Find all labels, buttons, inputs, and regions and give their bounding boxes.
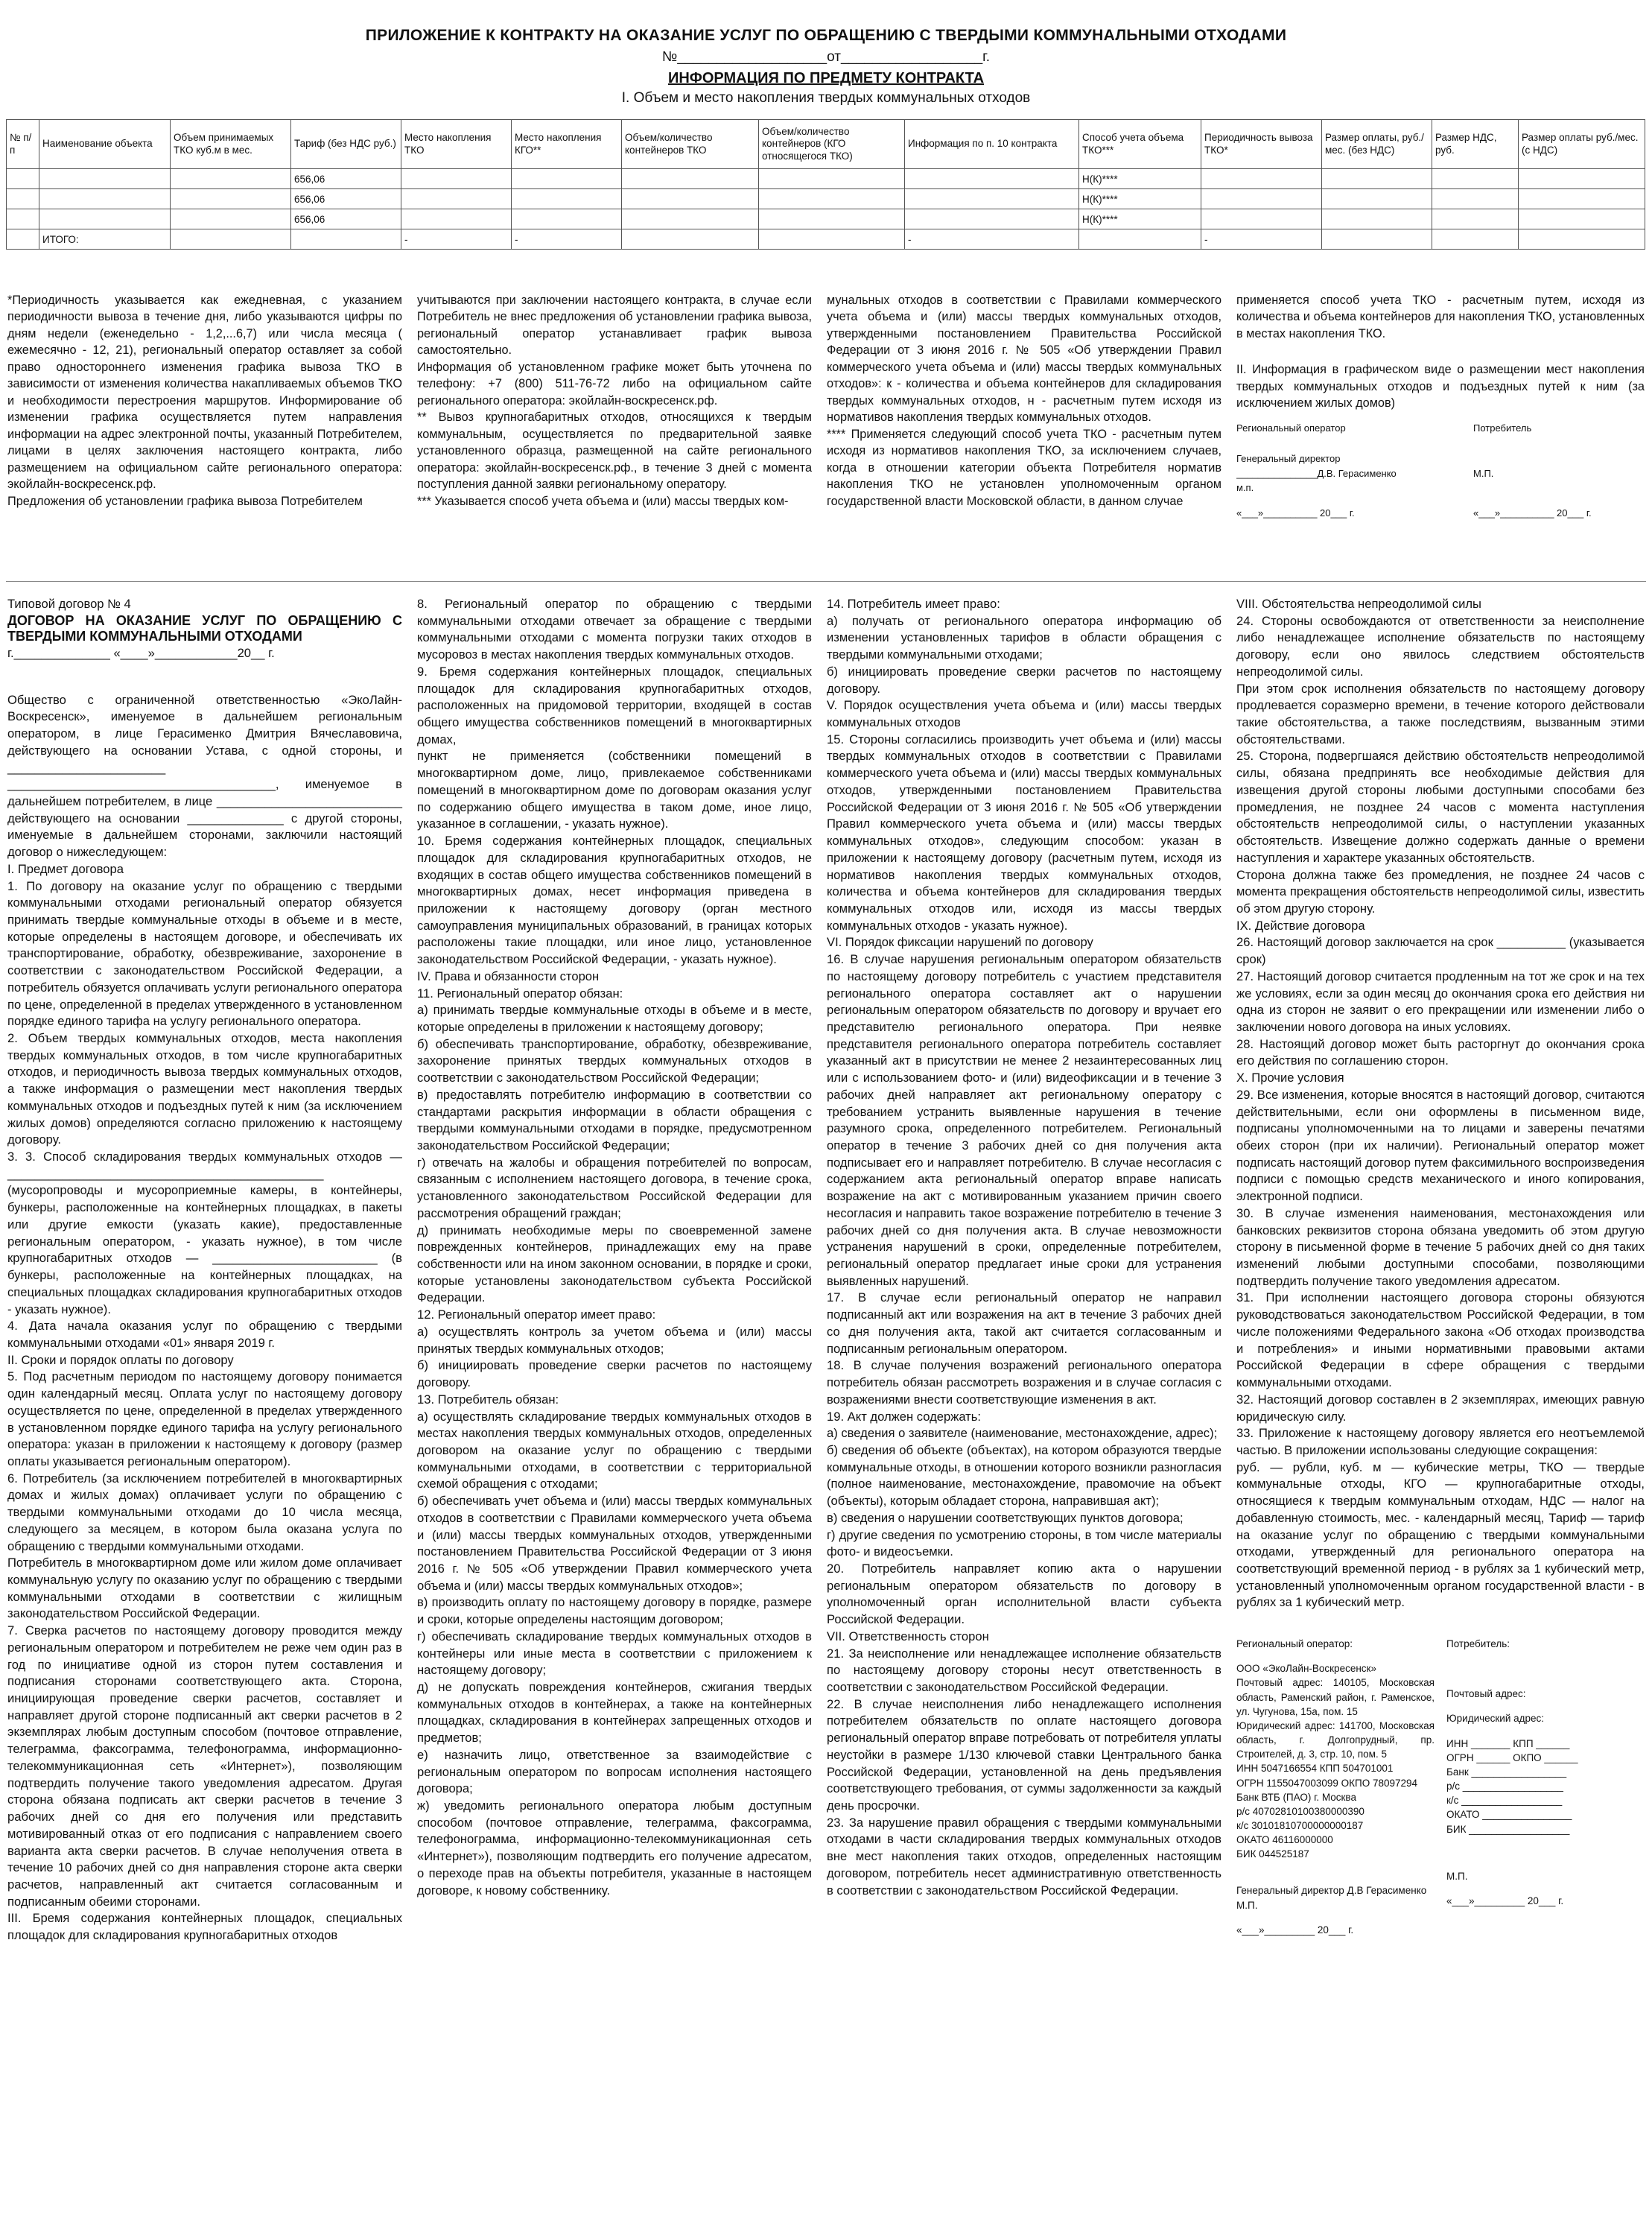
notes-column-1 xyxy=(7,292,402,575)
table-cell xyxy=(1519,189,1645,209)
contract-paragraph: пункт не применяется (собственники помещений в многоквартирном доме, лицо, привлекаемое собственниками помещений в многоквартирном доме по договорам оказания услуг по содержанию общего имущества в таком доме, иное лицо, указанное в соглашении, - указать нужное). xyxy=(417,749,812,831)
contract-paragraph: 16. В случае нарушения региональным оператором обязательств по настоящему договору потребитель с участием представителя регионального оператора составляет акт о нарушении региональным оператором обязательств по договору и вручает его представителю регионального оператора. При неявке представителя регионального оператора потребитель составляет указанный акт в присутствии не менее 2 незаинтересованных лиц или с использованием фото- и (или) видеофиксации и в течение 3 рабочих дней направляет акт региональному оператору с требованием устранить выявленные нарушения в течение разумного срока, определенного потребителем. Региональный оператор в течение 3 рабочих дней со дня получения акта подписывает его и направляет потребителю. В случае несогласия с содержанием акта региональный оператор вправе написать возражение на акт с мотивированным указанием причин своего несогласия и направить такое возражение потребителю в течение 3 рабочих дней со дня получения акта. В случае невозможности устранения нарушений в сроки, определенные потребителем, региональный оператор предлагает иные сроки для устранения выявленных нарушений. xyxy=(827,952,1221,1288)
table-cell xyxy=(622,189,759,209)
table-cell xyxy=(171,209,291,229)
contract-paragraph: VII. Ответственность сторон xyxy=(827,1629,989,1643)
contract-paragraph: _______________________________________, именуемое в дальнейшем потребителем, в лице ___________________________ действующего на основании ______________ с другой стороны, именуемые в дальнейшем сторонами, заключили настоящий договор о нижеследующем: xyxy=(7,777,402,860)
contract-paragraph: б) обеспечивать учет объема и (или) массы твердых коммунальных отходов в соответствии с Правилами коммерческого учета объема и (или) массы твердых коммунальных отходов, утвержденными постановлением Правительства Российской Федерации от 3 июня 2016 г. № 505 «Об утверждении Правил коммерческого учета объема и (или) массы твердых коммунальных отходов»; xyxy=(417,1494,812,1593)
table-cell xyxy=(1201,169,1322,189)
table-cell xyxy=(7,229,39,250)
contract-paragraph: III. Бремя содержания контейнерных площадок, специальных площадок для складирования крупногабаритных отходов xyxy=(7,1911,402,1943)
contract-paragraph: 32. Настоящий договор составлен в 2 экземплярах, имеющих равную юридическую силу. xyxy=(1236,1392,1645,1424)
contract-paragraph: 3. 3. Способ складирования твердых коммунальных отходов — ______________________________________________ xyxy=(7,1150,402,1181)
contract-paragraph: 18. В случае получения возражений регионального оператора потребитель обязан рассмотреть возражения и в случае согласия с возражениями внести соответствующие изменения в акт. xyxy=(827,1358,1221,1407)
consumer-legal: Юридический адрес: xyxy=(1446,1713,1545,1725)
section-1-title: I. Объем и место накопления твердых коммунальных отходов xyxy=(621,90,1031,106)
table-cell xyxy=(622,229,759,250)
contract-paragraph: руб. — рубли, куб. м — кубические метры, ТКО — твердые коммунальные отходы, КГО — крупногабаритные отходы, относящиеся к твердым коммунальным отходам, НДС — налог на добавленную стоимость, мес. - календарный месяц, Тариф — тариф на оказание услуг по обращению с твердыми коммунальными отходами, утвержденный для регионального оператора на соответствующий временной период - в рублях за 1 кубический метр, установленный уполномоченным органом государственной власти - в рублях за 1 кубический метр. xyxy=(1236,1459,1645,1610)
table-header-cell: Размер оплаты руб./мес. (с НДС) xyxy=(1519,120,1645,169)
contract-paragraph: 13. Потребитель обязан: xyxy=(417,1392,559,1407)
note-schedule-consider: учитываются при заключении настоящего контракта, в случае если Потребитель не внес предложения об установлении графика вывоза, региональный оператор устанавливает график вывоза самостоятельно. xyxy=(417,294,812,358)
contract-column-3 xyxy=(827,596,1221,1899)
contract-paragraph: IX. Действие договора xyxy=(1236,918,1365,933)
contract-paragraph: 26. Настоящий договор заключается на срок __________ (указывается срок) xyxy=(1236,935,1645,967)
contract-paragraph: 30. В случае изменения наименования, местонахождения или банковских реквизитов сторона обязана уведомить об этом другую сторону в письменной форме в течение 5 рабочих дней со дня таких изменений любыми доступными способами, позволяющими подтвердить получение такого уведомления адресатом. xyxy=(1236,1205,1645,1288)
table-row xyxy=(7,169,1645,189)
contract-paragraph: в) предоставлять потребителю информацию в соответствии со стандартами раскрытия информации в области обращения с твердыми коммунальными отходами в порядке, предусмотренном законодательством Российской Федерации; xyxy=(417,1087,812,1153)
table-cell xyxy=(759,189,905,209)
annex-title: ПРИЛОЖЕНИЕ К КОНТРАКТУ НА ОКАЗАНИЕ УСЛУГ ПО ОБРАЩЕНИЮ С ТВЕРДЫМИ КОММУНАЛЬНЫМИ ОТХОДАМИ xyxy=(365,27,1287,44)
contract-paragraph: II. Сроки и порядок оплаты по договору xyxy=(7,1352,234,1367)
contract-paragraph: 11. Региональный оператор обязан: xyxy=(417,986,623,1001)
note-accounting-method: *** Указывается способ учета объема и (или) массы твердых ком- xyxy=(417,494,789,508)
table-cell xyxy=(622,209,759,229)
contract-paragraph: в) производить оплату по настоящему договору в порядке, размере и сроки, которые определены настоящим договором; xyxy=(417,1595,812,1627)
table-row xyxy=(7,189,1645,209)
contract-paragraph: 10. Бремя содержания контейнерных площадок, специальных площадок для складирования крупногабаритных отходов, не входящих в состав общего имущества собственников помещений в многоквартирных домах, несет информация приведена в приложении к настоящему договору (орган местного самоуправления муниципальных образований, в границах которых расположены такие площадки, или иное лицо, установленное законодательством Российской Федерации, - указать нужное). xyxy=(417,834,812,967)
table-row xyxy=(7,229,1645,250)
contract-paragraph: 7. Сверка расчетов по настоящему договору проводится между региональным оператором и потребителем не реже чем один раз в год по инициативе одной из сторон путем составления и подписания сторонами соответствующего акта. Сторона, инициирующая проведение сверки расчетов, составляет и направляет другой стороне подписанный акт сверки расчетов в 2 экземплярах любым доступным способом (почтовое отправление, телеграмма, факсограмма, телефонограмма, информационно-телекоммуникационная сеть «Интернет»), позволяющим подтвердить получение такого уведомления адресатом. Другая сторона обязана подписать акт сверки расчетов в течение 3 рабочих дней со дня его получения или представить мотивированный отказ от его подписания с направлением своего варианта акта сверки расчетов. В случае неполучения ответа в течение 10 рабочих дней со дня направления стороне акта сверки расчетов, направленный акт считается согласованным и подписанным обеими сторонами. xyxy=(7,1623,402,1909)
sig-operator-date: «___»__________ 20___ г. xyxy=(1236,507,1355,519)
contract-date-line: г.______________ «____»____________20__ г. xyxy=(7,645,275,660)
contract-paragraph: а) получать от регионального оператора информацию об изменении установленных тарифов в области обращения с твердыми коммунальными отходами; xyxy=(827,613,1221,662)
consumer-date: «___»_________ 20___ г. xyxy=(1446,1895,1564,1906)
table-cell: - xyxy=(1201,229,1322,250)
table-cell xyxy=(7,169,39,189)
table-header-cell: Наименование объекта xyxy=(39,120,171,169)
operator-bik: БИК 044525187 xyxy=(1236,1848,1309,1860)
table-cell xyxy=(1432,189,1519,209)
table-cell xyxy=(171,169,291,189)
operator-ks: к/с 30101810700000000187 xyxy=(1236,1820,1364,1831)
table-cell xyxy=(905,209,1079,229)
table-cell xyxy=(759,169,905,189)
contract-paragraph: 20. Потребитель направляет копию акта о нарушении региональным оператором обязательств по договору в уполномоченный орган исполнительной власти субъекта Российской Федерации. xyxy=(827,1561,1221,1627)
contract-paragraph: г) обеспечивать складирование твердых коммунальных отходов в контейнеры или иные места в соответствии с приложением к настоящему договору; xyxy=(417,1629,812,1678)
operator-legal: Юридический адрес: 141700, Московская область, г. Долгопрудный, пр. Строителей, д. 3, стр. 10, пом. 5 xyxy=(1236,1719,1435,1760)
operator-label: Региональный оператор: xyxy=(1236,1638,1353,1650)
contract-paragraph: 24. Стороны освобождаются от ответственности за неисполнение либо ненадлежащее исполнение обязательств по настоящему договору, если оно явилось следствием обстоятельств непреодолимой силы. xyxy=(1236,613,1645,679)
table-cell xyxy=(7,209,39,229)
table-cell xyxy=(759,209,905,229)
table-cell xyxy=(39,209,171,229)
table-cell: Н(К)**** xyxy=(1079,189,1201,209)
note-rules: мунальных отходов в соответствии с Правилами коммерческого учета объема и (или) массы твердых коммунальных отходов, утвержденными постановлением Правительства Российской Федерации от 3 июня 2016 г. № 505 «Об утверждении Правил коммерческого учета объема и (или) массы твердых коммунальных отходов»: к - количества и объема контейнеров для складирования твердых коммунальных отходов, н - расчетным путем исходя из нормативов накопления твердых коммунальных отходов. xyxy=(827,294,1221,425)
table-cell xyxy=(1519,229,1645,250)
contract-paragraph: 15. Стороны согласились производить учет объема и (или) массы твердых коммунальных отходов в соответствии с Правилами коммерческого учета объема и (или) массы твердых коммунальных отходов, утвержденными постановлением Правительства Российской Федерации от 3 июня 2016 г. № 505 «Об утверждении Правил коммерческого учета объема и (или) массы твердых коммунальных отходов», следующим способом: указан в приложении к настоящему договору (расчетным путем, исходя из нормативов накопления твердых коммунальных отходов, количества и объема контейнеров для складирования твердых коммунальных отходов или, исходя из массы твердых коммунальных отходов - указать нужное). xyxy=(827,732,1221,933)
consumer-inn: ИНН _______ КПП ______ xyxy=(1446,1737,1570,1749)
operator-director: Генеральный директор Д.В Герасименко xyxy=(1236,1885,1427,1897)
contract-paragraph: 29. Все изменения, которые вносятся в настоящий договор, считаются действительными, если они оформлены в письменном виде, подписаны уполномоченными на то лицами и заверены печатями обеих сторон (при их наличии). Региональный оператор может подписать настоящий договор путем факсимильного воспроизведения подписи с помощью средств механического и иного копирования, электронной подписи. xyxy=(1236,1087,1645,1204)
contract-paragraph: 21. За неисполнение или ненадлежащее исполнение обязательств по настоящему договору стороны несут ответственность в соответствии с законодательством Российской Федерации. xyxy=(827,1646,1221,1694)
contract-paragraph: а) сведения о заявителе (наименование, местонахождение, адрес); xyxy=(827,1426,1218,1441)
sig-consumer-mp: М.П. xyxy=(1473,467,1494,479)
table-header-cell: Способ учета объема ТКО*** xyxy=(1079,120,1201,169)
note-schedule-proposals: Предложения об установлении графика вывоза Потребителем xyxy=(7,494,363,508)
table-cell xyxy=(401,209,512,229)
annex-signatures xyxy=(1236,421,1645,521)
note-method-containers: применяется способ учета ТКО - расчетным путем, исходя из количества и объема контейнеров для накопления ТКО, установленных в местах накопления ТКО. xyxy=(1236,294,1645,340)
note-kgo: ** Вывоз крупногабаритных отходов, относящихся к твердым коммунальным, осуществляется по предварительной заявке установленного образца, размещенной на сайте регионального оператора: экойлайн-воскресенск.рф., в течение 3 дней с момента поступления данной заявки региональному оператору. xyxy=(417,410,812,492)
contract-paragraph: 5. Под расчетным периодом по настоящему договору понимается один календарный месяц. Оплата услуг по настоящему договору осуществляется по цене, определенной в пределах утвержденного в установленном порядке единого тарифа на услугу регионального оператора: указан в приложении к настоящему к договору (размер оплаты указывается региональным оператором). xyxy=(7,1369,402,1468)
contract-paragraph: 25. Сторона, подвергшаяся действию обстоятельств непреодолимой силы, обязана предпринять все необходимые действия для извещения другой стороны любыми доступными способами без промедления, не позднее 24 часов с момента наступления обстоятельств непреодолимой силы, о наступлении указанных обстоятельств. Извещение должно содержать данные о времени наступления и характере указанных обстоятельств. xyxy=(1236,749,1645,865)
table-cell xyxy=(759,229,905,250)
table-cell xyxy=(1322,169,1432,189)
contract-paragraph: V. Порядок осуществления учета объема и (или) массы твердых коммунальных отходов xyxy=(827,698,1221,730)
sig-director-name: _______________Д.В. Герасименко xyxy=(1236,467,1397,479)
requisites-block xyxy=(1236,1637,1645,1937)
contract-paragraph: 33. Приложение к настоящему договору является его неотъемлемой частью. В приложении использованы следующие сокращения: xyxy=(1236,1426,1645,1457)
table-header-cell: Информация по п. 10 контракта xyxy=(905,120,1079,169)
contract-paragraph: г) другие сведения по усмотрению стороны, в том числе материалы фото- и видеосъемки. xyxy=(827,1527,1221,1559)
contract-column-2 xyxy=(417,596,812,1899)
table-cell xyxy=(1432,169,1519,189)
contract-paragraph: 14. Потребитель имеет право: xyxy=(827,597,1000,611)
table-cell: - xyxy=(401,229,512,250)
contract-paragraph: а) принимать твердые коммунальные отходы в объеме и в месте, которые определены в приложении к настоящему договору; xyxy=(417,1003,812,1034)
table-cell xyxy=(291,229,401,250)
contract-paragraph: 12. Региональный оператор имеет право: xyxy=(417,1307,656,1322)
contract-paragraph: 2. Объем твердых коммунальных отходов, места накопления твердых коммунальных отходов, в том числе крупногабаритных отходов, и периодичность вывоза твердых коммунальных отходов, а также информация о размещении мест накопления твердых коммунальных отходов и подъездных путей к ним (за исключением жилых домов) определяются согласно приложению к настоящему договору. xyxy=(7,1031,402,1147)
contract-paragraph: б) сведения об объекте (объектах), на котором образуются твердые коммунальные отходы, в отношении которого возникли разногласия (полное наименование, местонахождение, правомочие на объект (объекты), которым обладает сторона, направившая акт); xyxy=(827,1442,1221,1509)
table-cell xyxy=(1322,209,1432,229)
contract-paragraph: б) обеспечивать транспортирование, обработку, обезвреживание, захоронение принятых твердых коммунальных отходов в соответствии с законодательством Российской Федерации; xyxy=(417,1036,812,1085)
table-cell xyxy=(622,169,759,189)
table-cell xyxy=(1519,209,1645,229)
table-cell xyxy=(512,209,622,229)
contract-paragraph: д) не допускать повреждения контейнеров, сжигания твердых коммунальных отходов в контейнерах, а также на контейнерных площадках, складирования в контейнерах запрещенных отходов и предметов; xyxy=(417,1680,812,1746)
notes-column-4 xyxy=(1236,292,1645,575)
section-divider xyxy=(6,581,1646,582)
consumer-okato: ОКАТО ________________ xyxy=(1446,1809,1572,1821)
table-cell xyxy=(1432,229,1519,250)
operator-okato: ОКАТО 46116000000 xyxy=(1236,1834,1333,1846)
info-title: ИНФОРМАЦИЯ ПО ПРЕДМЕТУ КОНТРАКТА xyxy=(667,70,985,86)
notes-column-2 xyxy=(417,292,812,575)
contract-paragraph: I. Предмет договора xyxy=(7,861,124,876)
contract-paragraph: IV. Права и обязанности сторон xyxy=(417,968,600,983)
contract-paragraph: б) инициировать проведение сверки расчетов по настоящему договору. xyxy=(827,664,1221,696)
consumer-ks: к/с __________________ xyxy=(1446,1795,1563,1807)
contract-paragraph: 22. В случае неисполнения либо ненадлежащего исполнения потребителем обязательств по оплате настоящего договора региональный оператор вправе потребовать от потребителя уплаты неустойки в размере 1/130 ключевой ставки Центрального банка Российской Федерации, установленной на день предъявления соответствующего требования, от суммы задолженности за каждый день просрочки. xyxy=(827,1696,1221,1813)
table-header-cell: Тариф (без НДС руб.) xyxy=(291,120,401,169)
table-cell xyxy=(905,169,1079,189)
table-header-cell: Периодичность вывоза ТКО* xyxy=(1201,120,1322,169)
operator-requisites xyxy=(1236,1637,1435,1937)
contract-paragraph: д) принимать необходимые меры по своевременной замене поврежденных контейнеров, принадлежащих ему на праве собственности или на ином законном основании, в порядке и сроки, которые установлены законодательством субъекта Российской Федерации. xyxy=(417,1223,812,1305)
contract-paragraph: 8. Региональный оператор по обращению с твердыми коммунальными отходами отвечает за обращение с твердыми коммунальными отходами с момента погрузки таких отходов в мусоровоз в местах накопления твердых коммунальных отходов. xyxy=(417,597,812,662)
table-header-cell: Место накопления ТКО xyxy=(401,120,512,169)
contract-paragraph: ж) уведомить регионального оператора любым доступным способом (почтовое отправление, телеграмма, факсограмма, телефонограмма, информационно-телекоммуникационная сеть «Интернет»), позволяющим подтвердить его получение адресатом, о переходе прав на объекты потребителя, указанные в настоящем договоре, к новому собственнику. xyxy=(417,1798,812,1898)
contract-paragraph: а) осуществлять контроль за учетом объема и (или) массы принятых твердых коммунальных отходов; xyxy=(417,1324,812,1356)
contract-paragraph: е) назначить лицо, ответственное за взаимодействие с региональным оператором по вопросам исполнения настоящего договора; xyxy=(417,1747,812,1796)
contract-paragraph: X. Прочие условия xyxy=(1236,1071,1344,1085)
contract-paragraph: (мусоропроводы и мусороприемные камеры, в контейнеры, бункеры, расположенные на контейнерных площадках, в пакеты или другие емкости (указать какие), предоставленные региональным оператором, - указать нужное), в том числе крупногабаритных отходов — ________________________ (в бункеры, расположенные на контейнерных площадках, на специальных площадках складирования крупногабаритных отходов - указать нужное). xyxy=(7,1183,402,1316)
section-2-title: II. Информация в графическом виде о размещении мест накопления твердых коммунальных отходов и подъездных путей к ним (за исключением жилых домов) xyxy=(1236,363,1645,410)
operator-ogrn: ОГРН 1155047003099 ОКПО 78097294 xyxy=(1236,1777,1418,1789)
table-header-cell: Объем/количество контейнеров (КГО относящегося ТКО) xyxy=(759,120,905,169)
table-cell: - xyxy=(905,229,1079,250)
table-cell xyxy=(39,189,171,209)
contract-paragraph: 19. Акт должен содержать: xyxy=(827,1409,982,1424)
table-cell xyxy=(512,169,622,189)
annex-number-line: №___________________от__________________г. xyxy=(661,49,991,65)
table-row xyxy=(7,209,1645,229)
note-phone: Информация об установленном графике может быть уточнена по телефону: +7 (800) 511-76-72 либо на официальном сайте регионального оператора: экойлайн-воскресенск.рф. xyxy=(417,360,812,408)
contract-title: ДОГОВОР НА ОКАЗАНИЕ УСЛУГ ПО ОБРАЩЕНИЮ С ТВЕРДЫМИ КОММУНАЛЬНЫМИ ОТХОДАМИ xyxy=(7,612,402,644)
contract-paragraph: 23. За нарушение правил обращения с твердыми коммунальными отходами в части складирования твердых коммунальных отходов вне мест накопления таких отходов, определенных настоящим договором, потребитель несет административную ответственность в соответствии с законодательством Российской Федерации. xyxy=(827,1815,1221,1898)
table-cell: ИТОГО: xyxy=(39,229,171,250)
table-header-cell: Объем принимаемых ТКО куб.м в мес. xyxy=(171,120,291,169)
contract-paragraph: 17. В случае если региональный оператор не направил подписанный акт или возражения на акт в течение 3 рабочих дней со дня получения акта, такой акт считается согласованным и подписанным региональным оператором. xyxy=(827,1290,1221,1356)
contract-paragraph: в) сведения о нарушении соответствующих пунктов договора; xyxy=(827,1510,1184,1525)
sig-operator-mp: м.п. xyxy=(1236,482,1254,494)
table-header-cell: Размер НДС, руб. xyxy=(1432,120,1519,169)
operator-bank: Банк ВТБ (ПАО) г. Москва xyxy=(1236,1791,1356,1803)
sig-director-title: Генеральный директор xyxy=(1236,453,1341,465)
contract-column-4 xyxy=(1236,596,1645,1937)
objects-table xyxy=(6,119,1645,250)
table-cell xyxy=(401,189,512,209)
table-cell xyxy=(1519,169,1645,189)
contract-column-1 xyxy=(7,596,402,1944)
consumer-label: Потребитель: xyxy=(1446,1638,1510,1650)
contract-paragraph: 28. Настоящий договор может быть расторгнут до окончания срока его действия по соглашению сторон. xyxy=(1236,1036,1645,1068)
table-cell xyxy=(171,189,291,209)
contract-paragraph: VIII. Обстоятельства непреодолимой силы xyxy=(1236,597,1481,611)
contract-paragraph: Сторона должна также без промедления, не позднее 24 часов с момента прекращения обстоятельств непреодолимой силы, известить об этом другую сторону. xyxy=(1236,867,1645,916)
table-cell xyxy=(1201,189,1322,209)
table-cell xyxy=(512,189,622,209)
operator-mp: М.П. xyxy=(1236,1899,1258,1911)
table-cell xyxy=(905,189,1079,209)
contract-paragraph: 4. Дата начала оказания услуг по обращению с твердыми коммунальными отходами «01» января 2019 г. xyxy=(7,1319,402,1350)
consumer-requisites xyxy=(1446,1637,1645,1937)
consumer-ogrn: ОГРН ______ ОКПО ______ xyxy=(1446,1751,1578,1763)
operator-company: ООО «ЭкоЛайн-Воскресенск» xyxy=(1236,1663,1376,1675)
operator-inn: ИНН 5047166554 КПП 504701001 xyxy=(1236,1763,1394,1775)
notes-column-3 xyxy=(827,292,1221,575)
table-cell xyxy=(1201,209,1322,229)
note-periodicity: *Периодичность указывается как ежедневная, с указанием периодичности вывоза в течение дня, либо указываются цифры по дням недели (еженедельно - 1,2,...6,7) или числа месяца ( ежемесячно - 12, 21), региональный оператор оставляет за собой право одностороннего изменения графика вывоза ТКО в зависимости от изменения количества накапливаемых объемов ТКО и необходимости перестроения маршрутов. Информирование об изменении графика осуществляется путем направления информации на адрес электронной почты, указанный Потребителем, лицами в целях заключения настоящего контракта, либо размещением на официальном сайте регионального оператора: экойлайн-воскресенск.рф. xyxy=(7,294,402,492)
table-header-cell: Размер оплаты, руб./мес. (без НДС) xyxy=(1322,120,1432,169)
contract-paragraph: г) отвечать на жалобы и обращения потребителей по вопросам, связанным с исполнением настоящего договора, в течение срока, установленного законодательством Российской Федерации для рассмотрения обращений граждан; xyxy=(417,1155,812,1220)
consumer-bik: БИК __________________ xyxy=(1446,1823,1570,1835)
note-method-applied: **** Применяется следующий способ учета ТКО - расчетным путем исходя из нормативов накопления ТКО, за исключением случаев, когда в отношении категории объекта Потребителя норматив накопления ТКО не установлен уполномоченным органом государственной власти Московской области, в данном случае xyxy=(827,427,1221,508)
contract-paragraph: 6. Потребитель (за исключением потребителей в многоквартирных домах и жилых домах) оплачивает услуги по обращению с твердыми коммунальными отходами до 10 числа месяца, следующего за месяцем, в котором была оказана услуга по обращению с твердыми коммунальными отходами. xyxy=(7,1471,402,1553)
table-cell: Н(К)**** xyxy=(1079,169,1201,189)
contract-paragraph: VI. Порядок фиксации нарушений по договору xyxy=(827,935,1093,950)
consumer-mp: М.П. xyxy=(1446,1870,1468,1882)
table-header-cell: № п/п xyxy=(7,120,39,169)
contract-paragraph: 31. При исполнении настоящего договора стороны обязуются руководствоваться законодательством Российской Федерации, в том числе положениями Федерального закона «Об отходах производства и потребления» и иными нормативными правовыми актами Российской Федерации в сфере обращения с твердыми коммунальными отходами. xyxy=(1236,1290,1645,1390)
operator-postal: Почтовый адрес: 140105, Московская область, Раменский район, г. Раменское, ул. Чугунова, 15а, пом. 15 xyxy=(1236,1677,1435,1717)
contract-paragraph: Общество с ограниченной ответственностью «ЭкоЛайн-Воскресенск», именуемое в дальнейшем региональным оператором, в лице Герасименко Дмитрия Вячеславовича, действующего на основании Устава, с одной стороны, и _______________________ xyxy=(7,692,402,775)
table-cell xyxy=(1322,189,1432,209)
table-cell: Н(К)**** xyxy=(1079,209,1201,229)
table-header-cell: Объем/количество контейнеров ТКО xyxy=(622,120,759,169)
consumer-postal: Почтовый адрес: xyxy=(1446,1688,1526,1700)
table-cell xyxy=(171,229,291,250)
contract-paragraph: а) осуществлять складирование твердых коммунальных отходов в местах накопления твердых коммунальных отходов, определенных договором на оказание услуг по обращению с твердыми коммунальными отходами, в соответствии с территориальной схемой обращения с отходами; xyxy=(417,1409,812,1491)
annex-header xyxy=(0,27,1652,107)
table-cell: 656,06 xyxy=(291,169,401,189)
table-cell: 656,06 xyxy=(291,209,401,229)
consumer-bank: Банк _________________ xyxy=(1446,1766,1567,1778)
sig-consumer-label: Потребитель xyxy=(1473,422,1532,434)
contract-paragraph: При этом срок исполнения обязательств по настоящему договору продлевается соразмерно времени, в течение которого действовали такие обстоятельства, а также последствиям, вызванным этими обстоятельствами. xyxy=(1236,681,1645,746)
table-cell xyxy=(1432,209,1519,229)
table-cell: - xyxy=(512,229,622,250)
table-cell xyxy=(7,189,39,209)
table-cell: 656,06 xyxy=(291,189,401,209)
consumer-rs: р/с __________________ xyxy=(1446,1781,1563,1792)
contract-paragraph: Потребитель в многоквартирном доме или жилом доме оплачивает коммунальную услугу по оказанию услуг по обращению с твердыми коммунальными отходами в соответствии с жилищным законодательством Российской Федерации. xyxy=(7,1556,402,1621)
table-cell xyxy=(401,169,512,189)
operator-date: «___»_________ 20___ г. xyxy=(1236,1924,1354,1936)
table-cell xyxy=(1322,229,1432,250)
table-header-cell: Место накопления КГО** xyxy=(512,120,622,169)
contract-paragraph: 1. По договору на оказание услуг по обращению с твердыми коммунальными отходами региональный оператор обязуется принимать твердые коммунальные отходы в объеме и в месте, которые определены в настоящем договоре, и обеспечивать их транспортирование, обработку, обезвреживание, захоронение в соответствии с законодательством Российской Федерации, а потребитель обязуется оплачивать услуги регионального оператора по цене, определенной в пределах утвержденного в установленном порядке единого тарифа на услугу регионального оператора. xyxy=(7,878,402,1029)
contract-paragraph: б) инициировать проведение сверки расчетов по настоящему договору. xyxy=(417,1358,812,1390)
sig-consumer-date: «___»__________ 20___ г. xyxy=(1473,507,1592,519)
contract-paragraph: 27. Настоящий договор считается продленным на тот же срок и на тех же условиях, если за один месяц до окончания срока его действия ни одна из сторон не заявит о его прекращении или изменении либо о заключении нового договора на иных условиях. xyxy=(1236,968,1645,1034)
sig-operator-label: Региональный оператор xyxy=(1236,422,1346,434)
table-cell xyxy=(1079,229,1201,250)
table-cell xyxy=(39,169,171,189)
contract-paragraph: 9. Бремя содержания контейнерных площадок, специальных площадок для складирования крупногабаритных отходов, расположенных на придомовой территории, входящей в состав общего имущества собственников помещений в многоквартирных домах, xyxy=(417,664,812,746)
operator-rs: р/с 40702810100380000390 xyxy=(1236,1805,1365,1817)
table-header-row xyxy=(7,120,1645,169)
contract-type: Типовой договор № 4 xyxy=(7,597,131,611)
